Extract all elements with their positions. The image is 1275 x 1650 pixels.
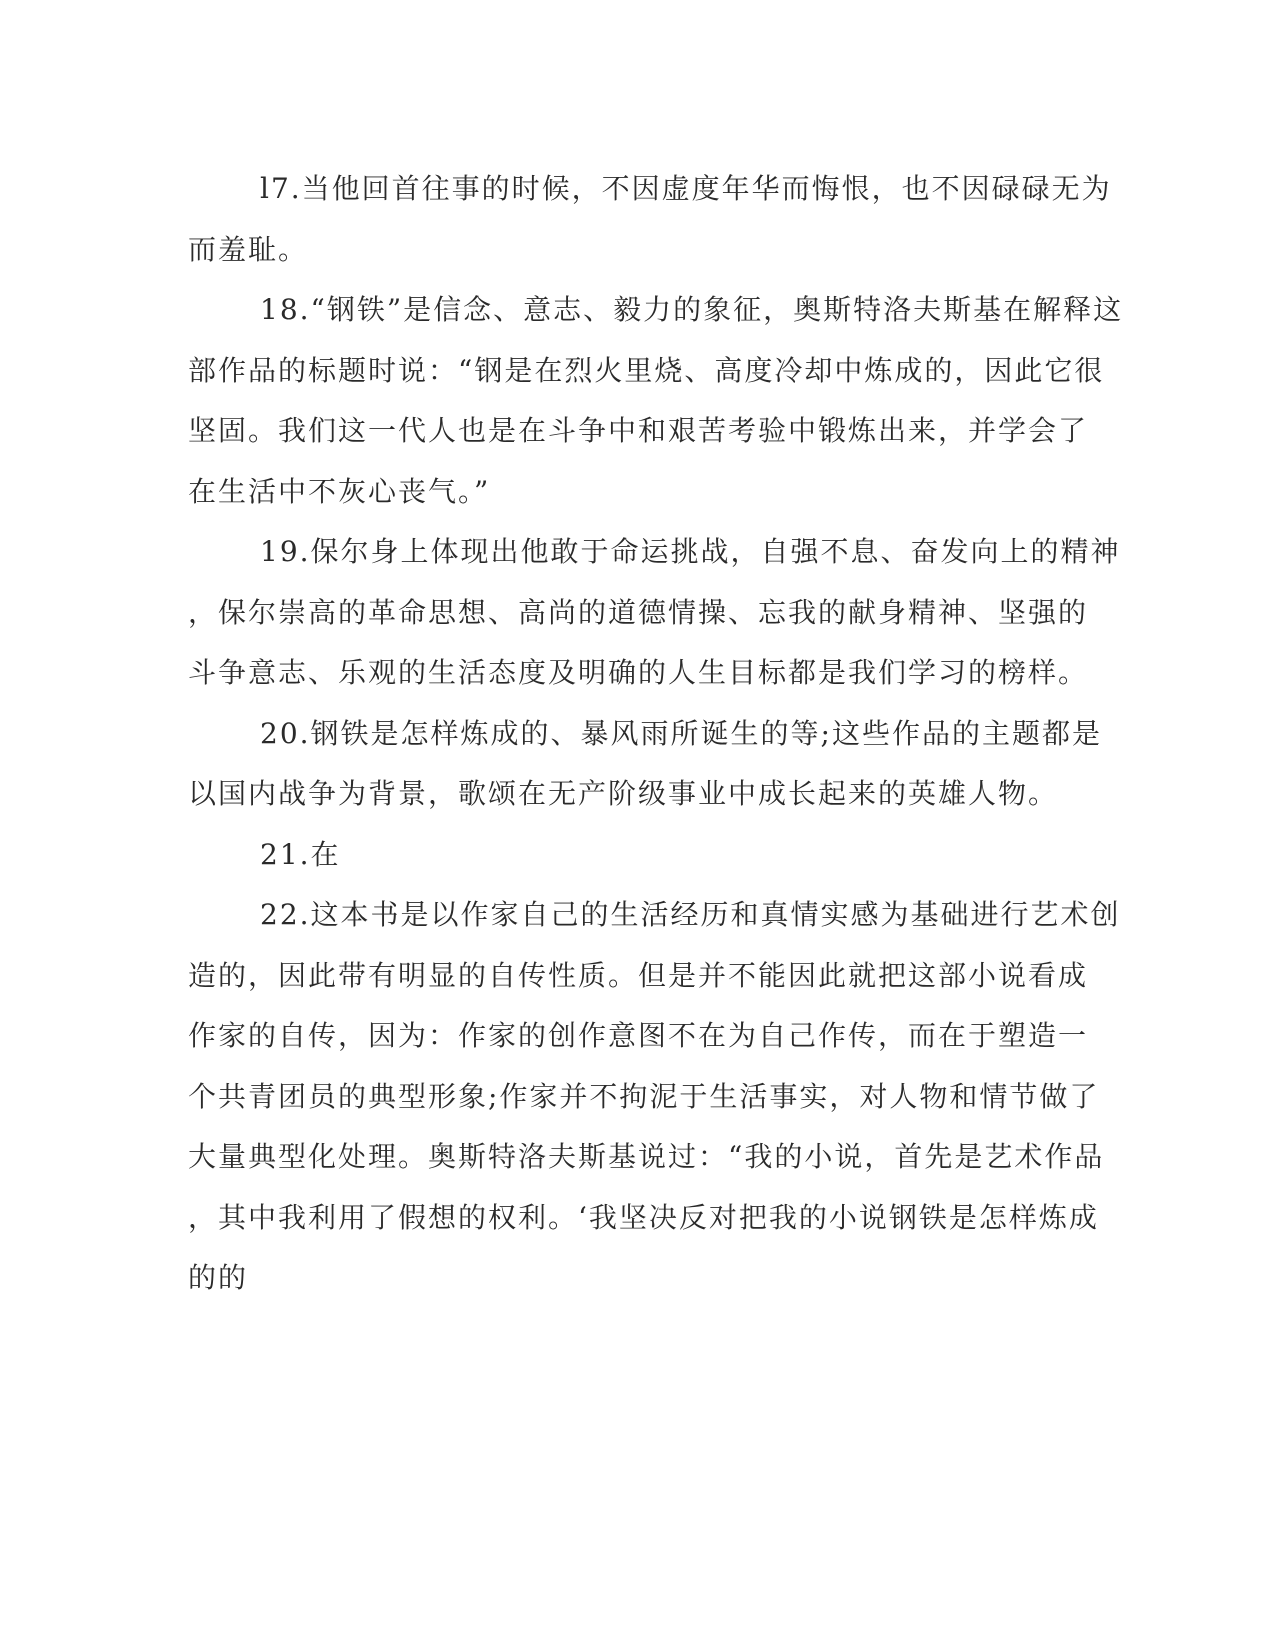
text-line: 部作品的标题时说：“钢是在烈火里烧、高度冷却中炼成的，因此它很 [188, 353, 1105, 387]
text-line: 造的，因此带有明显的自传性质。但是并不能因此就把这部小说看成 [188, 958, 1089, 992]
text-line: ，保尔崇高的革命思想、高尚的道德情操、忘我的献身精神、坚强的 [188, 595, 1089, 629]
text-line: 19.保尔身上体现出他敢于命运挑战，自强不息、奋发向上的精神 [260, 535, 1121, 568]
text-line: 21.在 [260, 837, 341, 871]
paragraph-19 [188, 522, 1121, 704]
text-line: 个共青团员的典型形象;作家并不拘泥于生活事实，对人物和情节做了 [188, 1079, 1100, 1113]
text-line: 20.钢铁是怎样炼成的、暴风雨所诞生的等;这些作品的主题都是 [260, 716, 1102, 750]
text-line: 在生活中不灰心丧气。” [188, 474, 491, 508]
text-line: 22.这本书是以作家自己的生活经历和真情实感为基础进行艺术创 [260, 898, 1121, 931]
document-body [188, 159, 1124, 1309]
text-line: 的的 [188, 1261, 249, 1294]
paragraph-17 [188, 159, 1112, 280]
paragraph-18 [188, 280, 1124, 522]
text-line: 斗争意志、乐观的生活态度及明确的人生目标都是我们学习的榜样。 [188, 656, 1089, 689]
text-line: 坚固。我们这一代人也是在斗争中和艰苦考验中锻炼出来，并学会了 [188, 414, 1089, 447]
text-line: 作家的自传，因为：作家的创作意图不在为自己作传，而在于塑造一 [188, 1019, 1089, 1052]
text-line: 18.“钢铁”是信念、意志、毅力的象征，奥斯特洛夫斯基在解释这 [260, 293, 1124, 326]
text-line: 而羞耻。 [188, 232, 309, 266]
text-line: 以国内战争为背景，歌颂在无产阶级事业中成长起来的英雄人物。 [188, 777, 1059, 810]
paragraph-20 [188, 704, 1102, 825]
text-line: 大量典型化处理。奥斯特洛夫斯基说过：“我的小说，首先是艺术作品 [188, 1140, 1105, 1173]
paragraph-21 [188, 825, 1078, 886]
text-line: ，其中我利用了假想的权利。‘我坚决反对把我的小说钢铁是怎样炼成 [188, 1200, 1099, 1234]
text-line: l7.当他回首往事的时候，不因虚度年华而悔恨，也不因碌碌无为 [260, 172, 1112, 205]
paragraph-22 [188, 885, 1121, 1309]
